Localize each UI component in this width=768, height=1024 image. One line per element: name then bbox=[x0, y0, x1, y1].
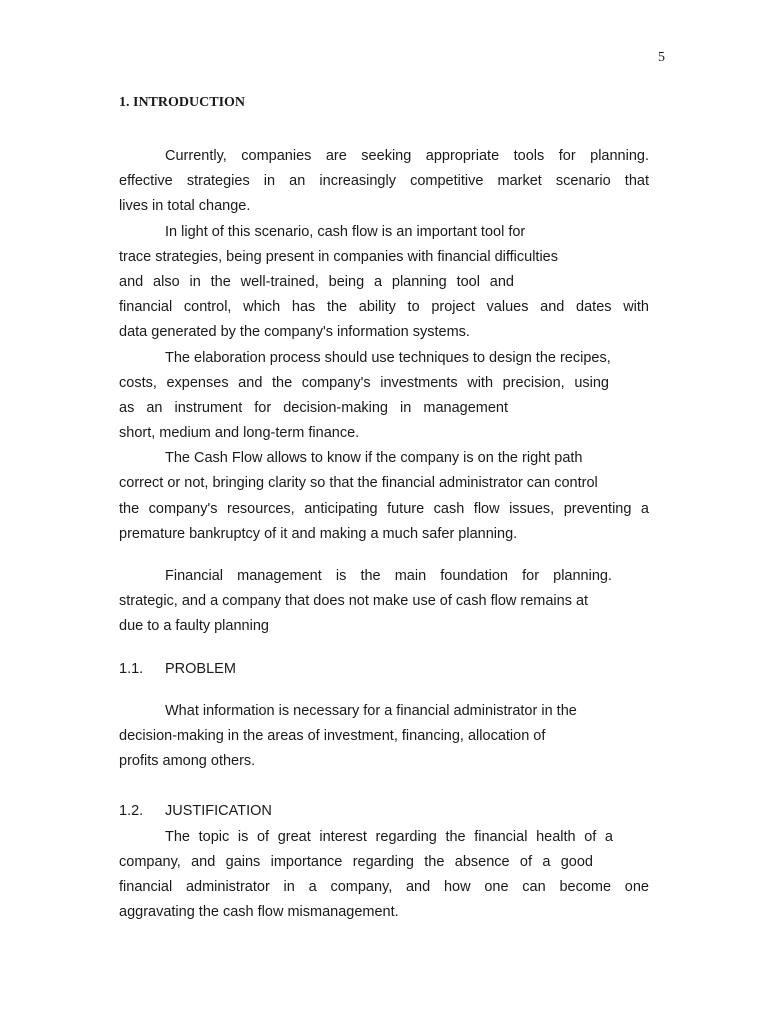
text-line: financial administrator in a company, and how one can become one bbox=[119, 878, 649, 895]
text-line: strategic, and a company that does not make use of cash flow remains at bbox=[119, 593, 589, 610]
subsection-heading-problem bbox=[119, 657, 649, 682]
text-line: aggravating the cash flow mismanagement. bbox=[119, 904, 399, 921]
text-line: Financial management is the main foundation for planning. bbox=[165, 568, 612, 584]
text-line: trace strategies, being present in companies with financial difficulties bbox=[119, 248, 558, 265]
text-line: costs, expenses and the company's investments with precision, using bbox=[119, 374, 609, 391]
text-line: The Cash Flow allows to know if the company is on the right path bbox=[165, 450, 583, 467]
text-line: profits among others. bbox=[119, 753, 256, 770]
paragraph-problem bbox=[119, 699, 649, 775]
text-line: The elaboration process should use techniques to design the recipes, bbox=[165, 349, 611, 366]
text-line: effective strategies in an increasingly competitive market scenario that bbox=[119, 173, 649, 190]
subsection-number: 1.1. bbox=[119, 660, 144, 677]
text-line: lives in total change. bbox=[119, 198, 251, 215]
subsection-title: JUSTIFICATION bbox=[165, 803, 272, 820]
text-line: In light of this scenario, cash flow is an important tool for bbox=[165, 223, 526, 240]
text-line: Currently, companies are seeking appropriate tools for planning. bbox=[165, 148, 649, 164]
text-line: decision-making in the areas of investment, financing, allocation of bbox=[119, 727, 546, 744]
text-line: The topic is of great interest regarding the financial health of a bbox=[165, 828, 613, 845]
document-body bbox=[119, 94, 649, 925]
page-number: 5 bbox=[658, 50, 665, 65]
section-title: 1. INTRODUCTION bbox=[119, 95, 246, 110]
text-line: the company's resources, anticipating future cash flow issues, preventing a bbox=[119, 500, 649, 517]
text-line: and also in the well-trained, being a planning tool and bbox=[119, 273, 514, 290]
paragraph-intro-4 bbox=[119, 446, 649, 547]
paragraph-intro-3 bbox=[119, 346, 649, 447]
paragraph-justification bbox=[119, 825, 649, 926]
text-line: data generated by the company's information systems. bbox=[119, 324, 470, 341]
subsection-title: PROBLEM bbox=[165, 660, 236, 677]
text-line: correct or not, bringing clarity so that the financial administrator can control bbox=[119, 475, 598, 492]
subsection-heading-justification bbox=[119, 799, 649, 824]
paragraph-intro-2 bbox=[119, 220, 649, 346]
text-line: What information is necessary for a financial administrator in the bbox=[165, 702, 577, 719]
text-line: due to a faulty planning bbox=[119, 618, 269, 635]
paragraph-intro-1 bbox=[119, 144, 649, 220]
text-line: financial control, which has the ability to project values and dates with bbox=[119, 299, 649, 316]
text-line: company, and gains importance regarding the absence of a good bbox=[119, 853, 593, 870]
text-line: as an instrument for decision-making in management bbox=[119, 399, 508, 416]
text-line: short, medium and long-term finance. bbox=[119, 425, 360, 442]
text-line: premature bankruptcy of it and making a much safer planning. bbox=[119, 525, 518, 542]
subsection-number: 1.2. bbox=[119, 803, 144, 820]
paragraph-intro-5 bbox=[119, 564, 649, 640]
